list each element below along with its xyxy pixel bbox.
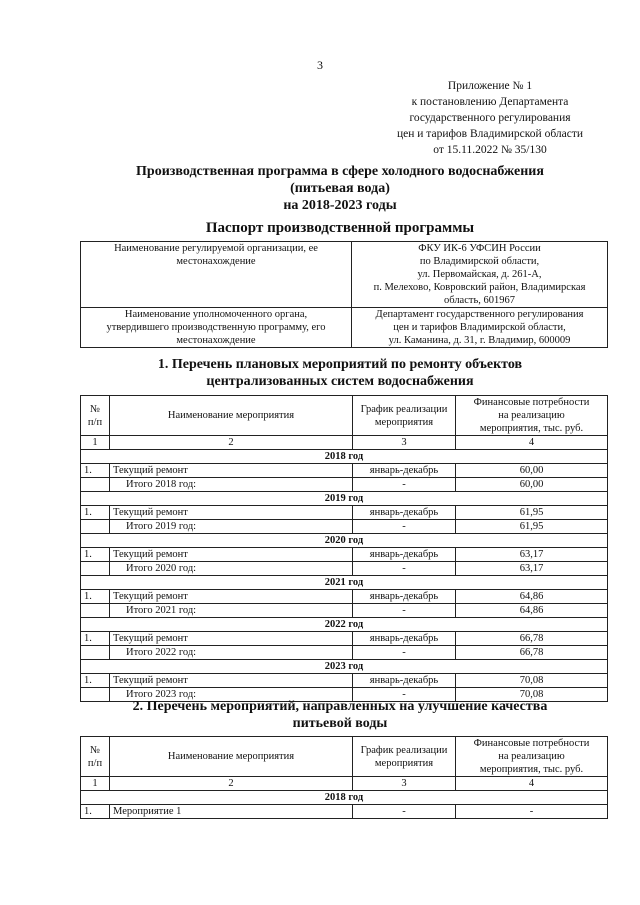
total-label: Итого 2021 год: — [110, 604, 353, 618]
year-row — [81, 450, 608, 464]
cell-line: График реализации — [360, 403, 448, 415]
col-index: 1 — [81, 777, 110, 791]
row-schedule: январь-декабрь — [353, 674, 456, 688]
row-name: Текущий ремонт — [110, 590, 353, 604]
total-amount: 66,78 — [456, 646, 608, 660]
appendix-line: государственного регулирования — [409, 112, 571, 124]
cell-line: ФКУ ИК-6 УФСИН России — [418, 243, 541, 254]
passport-label-cell — [81, 242, 352, 308]
row-name: Текущий ремонт — [110, 632, 353, 646]
row-name: Текущий ремонт — [110, 506, 353, 520]
table-row — [81, 590, 608, 604]
total-amount: 64,86 — [456, 604, 608, 618]
cell-line: утвердившего производственную программу, его — [106, 322, 326, 333]
total-amount: 61,95 — [456, 520, 608, 534]
title-line: Производственная программа в сфере холодного водоснабжения — [136, 164, 544, 179]
row-schedule: - — [353, 805, 456, 819]
cell-line: Департамент государственного регулирования — [375, 309, 584, 320]
total-schedule: - — [353, 604, 456, 618]
page-number: 3 — [317, 58, 323, 72]
cell-line: мероприятия — [374, 757, 434, 769]
row-schedule: январь-декабрь — [353, 506, 456, 520]
cell-line: Финансовые потребности — [473, 738, 590, 749]
year-row — [81, 791, 608, 805]
row-amount: 66,78 — [456, 632, 608, 646]
row-no: 1. — [81, 674, 110, 688]
heading-line: 2. Перечень мероприятий, направленных на улучшение качества — [132, 699, 548, 714]
total-row — [81, 520, 608, 534]
row-amount: 64,86 — [456, 590, 608, 604]
total-label: Итого 2023 год: — [110, 688, 353, 702]
row-no: 1. — [81, 506, 110, 520]
col-finance-header — [456, 396, 608, 436]
appendix-line: цен и тарифов Владимирской области — [396, 128, 584, 140]
table-row — [81, 632, 608, 646]
total-schedule: - — [353, 520, 456, 534]
total-amount: 60,00 — [456, 478, 608, 492]
cell-line: п/п — [87, 416, 103, 428]
total-label: Итого 2020 год: — [110, 562, 353, 576]
repair-plan-table — [80, 395, 608, 702]
row-name: Текущий ремонт — [110, 548, 353, 562]
year-label: 2020 год — [81, 534, 608, 548]
year-label: 2018 год — [81, 450, 608, 464]
col-index: 1 — [81, 436, 110, 450]
col-name-header: Наименование мероприятия — [110, 396, 353, 436]
total-schedule: - — [353, 688, 456, 702]
cell-line: Финансовые потребности — [473, 397, 590, 408]
year-label: 2022 год — [81, 618, 608, 632]
col-finance-header — [456, 737, 608, 777]
total-schedule: - — [353, 562, 456, 576]
page-title — [60, 163, 620, 214]
row-no: 1. — [81, 464, 110, 478]
section1-heading — [100, 356, 580, 390]
col-index: 3 — [353, 777, 456, 791]
cell-line: по Владимирской области, — [419, 256, 540, 267]
row-amount: 61,95 — [456, 506, 608, 520]
year-label: 2019 год — [81, 492, 608, 506]
passport-label-cell — [81, 308, 352, 348]
col-index: 4 — [456, 436, 608, 450]
row-no: 1. — [81, 632, 110, 646]
passport-title: Паспорт производственной программы — [205, 220, 475, 236]
table-row — [81, 805, 608, 819]
table-row — [81, 674, 608, 688]
row-no: 1. — [81, 548, 110, 562]
cell-line: № — [89, 744, 101, 756]
total-row — [81, 562, 608, 576]
year-row — [81, 576, 608, 590]
appendix-line: Приложение № 1 — [447, 80, 533, 92]
table-header-row — [81, 737, 608, 777]
row-amount: 60,00 — [456, 464, 608, 478]
col-schedule-header — [353, 396, 456, 436]
cell-line: ул. Каманина, д. 31, г. Владимир, 600009 — [388, 335, 571, 346]
row-amount: 70,08 — [456, 674, 608, 688]
row-name: Мероприятие 1 — [110, 805, 353, 819]
col-index: 2 — [110, 436, 353, 450]
passport-value-cell — [352, 242, 608, 308]
heading-line: 1. Перечень плановых мероприятий по ремонту объектов — [157, 357, 523, 372]
row-amount: 63,17 — [456, 548, 608, 562]
cell-line: мероприятия, тыс. руб. — [479, 764, 584, 775]
total-label: Итого 2022 год: — [110, 646, 353, 660]
col-index: 4 — [456, 777, 608, 791]
year-row — [81, 492, 608, 506]
total-schedule: - — [353, 478, 456, 492]
total-amount: 63,17 — [456, 562, 608, 576]
row-schedule: январь-декабрь — [353, 590, 456, 604]
cell-line: цен и тарифов Владимирской области, — [393, 322, 566, 333]
section2-heading — [100, 698, 580, 732]
year-row — [81, 660, 608, 674]
year-label: 2021 год — [81, 576, 608, 590]
col-no-header — [81, 396, 110, 436]
appendix-line: к постановлению Департамента — [411, 96, 569, 108]
cell-line: № — [89, 403, 101, 415]
table-row — [81, 242, 608, 308]
table-row — [81, 308, 608, 348]
col-index: 3 — [353, 436, 456, 450]
table-row — [81, 548, 608, 562]
column-index-row — [81, 777, 608, 791]
table-row — [81, 506, 608, 520]
total-row — [81, 604, 608, 618]
cell-line: Наименование уполномоченного органа, — [124, 309, 308, 320]
year-row — [81, 534, 608, 548]
year-row — [81, 618, 608, 632]
col-name-header: Наименование мероприятия — [110, 737, 353, 777]
total-row — [81, 646, 608, 660]
passport-value-cell — [352, 308, 608, 348]
title-line: (питьевая вода) — [290, 181, 390, 196]
col-no-header — [81, 737, 110, 777]
cell-line: п. Мелехово, Ковровский район, Владимирская — [373, 282, 586, 293]
column-index-row — [81, 436, 608, 450]
row-name: Текущий ремонт — [110, 464, 353, 478]
table-row — [81, 464, 608, 478]
cell-line: на реализацию — [498, 751, 565, 762]
total-row — [81, 478, 608, 492]
row-schedule: январь-декабрь — [353, 548, 456, 562]
cell-line: мероприятия — [374, 416, 434, 428]
col-index: 2 — [110, 777, 353, 791]
total-schedule: - — [353, 646, 456, 660]
cell-line: на реализацию — [498, 410, 565, 421]
cell-line: местонахождение — [176, 256, 256, 267]
row-schedule: январь-декабрь — [353, 464, 456, 478]
heading-line: централизованных систем водоснабжения — [206, 374, 474, 389]
year-label: 2023 год — [81, 660, 608, 674]
table-header-row — [81, 396, 608, 436]
row-no: 1. — [81, 805, 110, 819]
row-schedule: январь-декабрь — [353, 632, 456, 646]
total-amount: 70,08 — [456, 688, 608, 702]
row-name: Текущий ремонт — [110, 674, 353, 688]
passport-table — [80, 241, 608, 348]
cell-line: График реализации — [360, 744, 448, 756]
row-no: 1. — [81, 590, 110, 604]
cell-line: область, 601967 — [443, 295, 516, 306]
cell-line: мероприятия, тыс. руб. — [479, 423, 584, 434]
cell-line: местонахождение — [176, 335, 256, 346]
year-label: 2018 год — [81, 791, 608, 805]
appendix-block — [380, 78, 600, 158]
water-quality-table — [80, 736, 608, 819]
col-schedule-header — [353, 737, 456, 777]
title-line: на 2018-2023 годы — [283, 198, 397, 213]
appendix-line: от 15.11.2022 № 35/130 — [433, 144, 547, 156]
total-label: Итого 2019 год: — [110, 520, 353, 534]
total-label: Итого 2018 год: — [110, 478, 353, 492]
cell-line: Наименование регулируемой организации, ее — [114, 243, 318, 254]
heading-line: питьевой воды — [292, 716, 388, 731]
row-amount: - — [456, 805, 608, 819]
cell-line: ул. Первомайская, д. 261-А, — [417, 269, 542, 280]
cell-line: п/п — [87, 757, 103, 769]
